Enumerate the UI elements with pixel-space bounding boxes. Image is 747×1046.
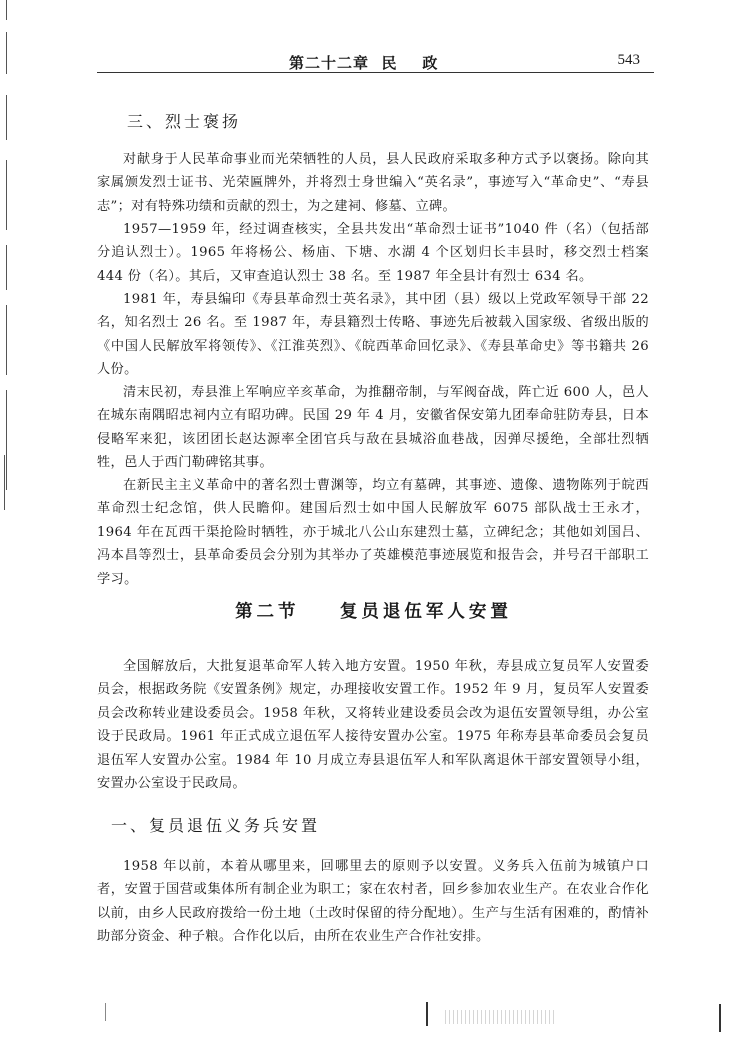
paragraph: 1957—1959 年，经过调查核实，全县共发出“革命烈士证书”1040 件（名）（包括部分追认烈士）。1965 年将杨公、杨庙、下塘、水湖 4 个区划归长丰县时，移交烈士档案 444 份（名）。其后，又审查追认烈士 38 名。至 1987 年全县计有烈士 634 名。	[97, 222, 649, 284]
subsection-heading-conscripts: 一、复员退伍义务兵安置	[111, 816, 321, 835]
scan-edge-line	[6, 390, 7, 490]
scan-edge-line	[6, 305, 7, 375]
scan-edge-line	[6, 160, 7, 230]
scan-edge-line	[6, 95, 7, 140]
chapter-title: 第二十二章 民 政	[289, 54, 439, 72]
paragraph: 清末民初，寿县淮上军响应辛亥革命，为推翻帝制，与军阀奋战，阵亡近 600 人，邑人在城东南隅昭忠祠内立有昭功碑。民国 29 年 4 月，安徽省保安第九团奉命驻防寿县，日本侵略军来犯，该团团长赵达源率全团官兵与敌在县城浴血巷战，因弹尽援绝，全部壮烈牺牲，邑人于西门勒碑铭其事。	[97, 385, 649, 471]
scan-edge-line	[6, 32, 7, 74]
scan-mark	[719, 1004, 721, 1032]
scan-mark	[426, 1002, 428, 1026]
chapter-section-heading: 第二节 复员退伍军人安置	[235, 602, 512, 622]
paragraph: 对献身于人民革命事业而光荣牺牲的人员，县人民政府采取多种方式予以褒扬。除向其家属颁发烈士证书、光荣匾牌外，并将烈士身世编入“英名录”，事迹写入“革命史”、“寿县志”；对有特殊功绩和贡献的烈士，为之建祠、修墓、立碑。	[97, 152, 649, 214]
paragraph: 全国解放后，大批复退革命军人转入地方安置。1950 年秋，寿县成立复员军人安置委员会，根据政务院《安置条例》规定，办理接收安置工作。1952 年 9 月，复员军人安置委员会改称转业建设委员会。1958 年秋，又将转业建设委员会改为退伍安置领导组，办公室设于民政局。1961 年正式成立退伍军人接待安置办公室。1975 年称寿县革命委员会复员退伍军人安置办公室。1984 年 10 月成立寿县退伍军人和军队离退休干部安置领导小组，安置办公室设于民政局。	[97, 659, 649, 792]
paragraph: 1958 年以前，本着从哪里来，回哪里去的原则予以安置。义务兵入伍前为城镇户口者，安置于国营或集体所有制企业为职工；家在农村者，回乡参加农业生产。在农业合作化以前，由乡人民政府拨给一份土地（土改时保留的待分配地）。生产与生活有困难的，酌情补助部分资金、种子粮。合作化以后，由所在农业生产合作社安排。	[97, 859, 649, 945]
scan-edge-line	[6, 0, 7, 20]
running-header	[97, 45, 654, 73]
scan-edge-line	[4, 455, 5, 510]
paragraph: 1981 年，寿县编印《寿县革命烈士英名录》，其中团（县）级以上党政军领导干部 22 名，知名烈士 26 名。至 1987 年，寿县籍烈士传略、事迹先后被载入国家级、省级出版的《中国人民解放军将领传》、《江淮英烈》、《皖西革命回忆录》、《寿县革命史》等书籍共 26 人份。	[97, 292, 649, 378]
scan-noise	[445, 1010, 555, 1024]
scan-edge-line	[6, 245, 7, 290]
scan-mark	[105, 1003, 106, 1021]
page-number: 543	[617, 52, 640, 68]
section-heading-martyrs: 三、烈士褒扬	[127, 112, 242, 131]
paragraph: 在新民主主义革命中的著名烈士曹渊等，均立有墓碑，其事迹、遗像、遗物陈列于皖西革命烈士纪念馆，供人民瞻仰。建国后烈士如中国人民解放军 6075 部队战士王永才，1964 年在瓦西干渠抢险时牺牲，亦于城北八公山东建烈士墓，立碑纪念；其他如刘国吕、冯本昌等烈士，县革命委员会分别为其举办了英雄模范事迹展览和报告会，并号召干部职工学习。	[97, 478, 649, 587]
